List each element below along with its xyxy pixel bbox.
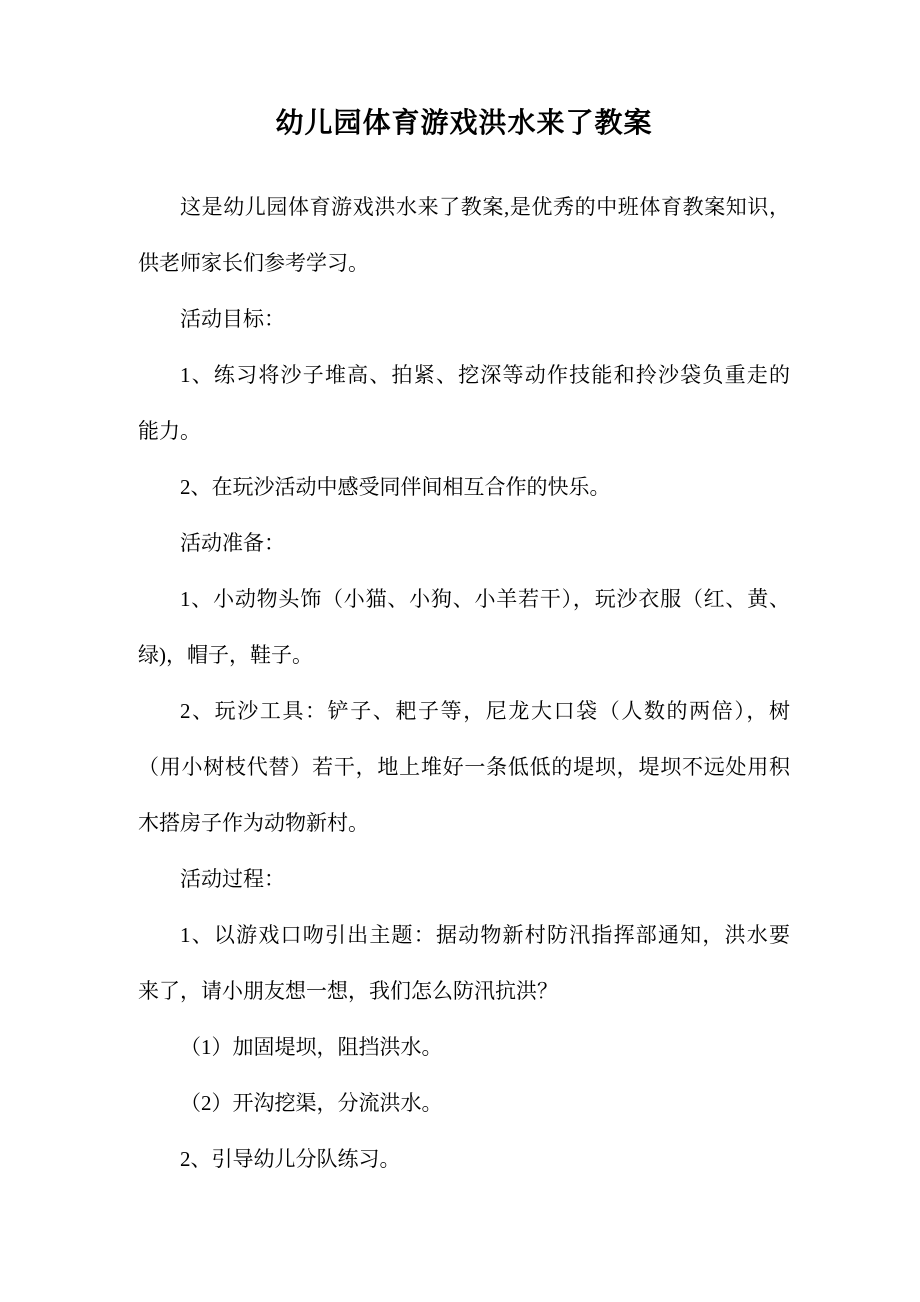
text-line: 1、小动物头饰（小猫、小狗、小羊若干），玩沙衣服（红、黄、 — [180, 587, 790, 611]
text-line: 能力。 — [138, 419, 201, 443]
text-line: 2、玩沙工具：铲子、耙子等，尼龙大口袋（人数的两倍），树 — [180, 699, 790, 723]
text-line: 1、以游戏口吻引出主题：据动物新村防汛指挥部通知，洪水要 — [180, 923, 790, 947]
text-line: 木搭房子作为动物新村。 — [138, 811, 369, 835]
paragraph — [138, 179, 790, 291]
text-line: 供老师家长们参考学习。 — [138, 251, 369, 275]
text-line: 1、练习将沙子堆高、拍紧、挖深等动作技能和拎沙袋负重走的 — [180, 363, 790, 387]
text-line: 活动准备： — [180, 531, 285, 555]
paragraph — [138, 1131, 790, 1187]
paragraph — [138, 1075, 790, 1131]
paragraph — [138, 291, 790, 347]
document-body — [138, 179, 790, 1187]
text-line: 绿)，帽子，鞋子。 — [138, 643, 313, 667]
paragraph — [138, 683, 790, 851]
paragraph — [138, 515, 790, 571]
document-title: 幼儿园体育游戏洪水来了教案 — [275, 108, 653, 139]
text-line: 这是幼儿园体育游戏洪水来了教案,是优秀的中班体育教案知识， — [180, 195, 790, 219]
paragraph — [138, 571, 790, 683]
text-line: （2）开沟挖渠，分流洪水。 — [180, 1091, 443, 1115]
paragraph — [138, 1019, 790, 1075]
text-line: 活动过程： — [180, 867, 285, 891]
text-line: 活动目标： — [180, 307, 285, 331]
paragraph — [138, 851, 790, 907]
paragraph — [138, 459, 790, 515]
text-line: （用小树枝代替）若干，地上堆好一条低低的堤坝，堤坝不远处用积 — [138, 755, 790, 779]
text-line: 2、引导幼儿分队练习。 — [180, 1147, 401, 1171]
text-line: （1）加固堤坝，阻挡洪水。 — [180, 1035, 443, 1059]
paragraph — [138, 907, 790, 1019]
text-line: 来了，请小朋友想一想，我们怎么防汛抗洪？ — [138, 979, 558, 1003]
text-line: 2、在玩沙活动中感受同伴间相互合作的快乐。 — [180, 475, 611, 499]
paragraph — [138, 347, 790, 459]
